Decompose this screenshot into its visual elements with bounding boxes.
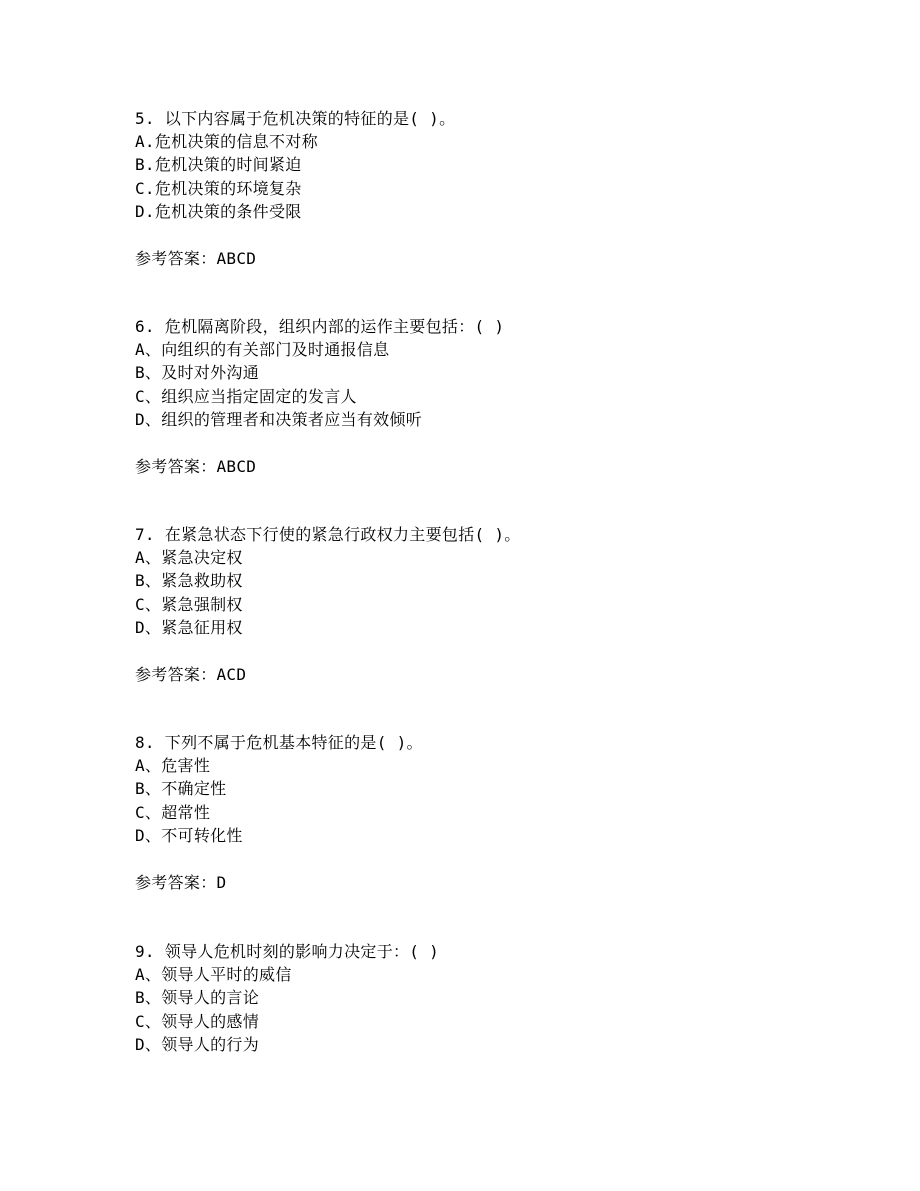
question-stem: 9. 领导人危机时刻的影响力决定于：( ) <box>135 942 440 961</box>
option-c: C、领导人的感情 <box>135 1011 260 1031</box>
option-a: A、领导人平时的威信 <box>135 965 292 985</box>
reference-answer: 参考答案：ABCD <box>135 248 257 268</box>
question-stem: 6. 危机隔离阶段，组织内部的运作主要包括：( ) <box>135 317 505 336</box>
reference-answer: 参考答案：ACD <box>135 664 247 684</box>
question-5 <box>135 107 835 270</box>
reference-answer: 参考答案：D <box>135 872 227 892</box>
question-stem: 8. 下列不属于危机基本特征的是( )。 <box>135 733 423 752</box>
option-a: A、向组织的有关部门及时通报信息 <box>135 340 390 360</box>
option-a: A、紧急决定权 <box>135 548 243 568</box>
option-d: D、不可转化性 <box>135 825 243 845</box>
question-stem: 5. 以下内容属于危机决策的特征的是( )。 <box>135 109 456 128</box>
option-c: C、超常性 <box>135 802 211 822</box>
question-stem: 7. 在紧急状态下行使的紧急行政权力主要包括( )。 <box>135 525 521 544</box>
option-b: B.危机决策的时间紧迫 <box>135 155 302 175</box>
option-d: D、紧急征用权 <box>135 617 243 637</box>
option-c: C、组织应当指定固定的发言人 <box>135 386 357 406</box>
question-6 <box>135 315 835 478</box>
option-c: C.危机决策的环境复杂 <box>135 178 302 198</box>
option-a: A.危机决策的信息不对称 <box>135 132 318 152</box>
question-9 <box>135 940 835 1056</box>
option-b: B、不确定性 <box>135 779 227 799</box>
option-c: C、紧急强制权 <box>135 594 243 614</box>
option-d: D、领导人的行为 <box>135 1034 260 1054</box>
option-d: D.危机决策的条件受限 <box>135 201 302 221</box>
reference-answer: 参考答案：ABCD <box>135 456 257 476</box>
question-8 <box>135 731 835 894</box>
option-d: D、组织的管理者和决策者应当有效倾听 <box>135 409 423 429</box>
question-7 <box>135 523 835 686</box>
option-b: B、领导人的言论 <box>135 988 260 1008</box>
option-b: B、紧急救助权 <box>135 571 243 591</box>
option-a: A、危害性 <box>135 756 211 776</box>
option-b: B、及时对外沟通 <box>135 363 260 383</box>
